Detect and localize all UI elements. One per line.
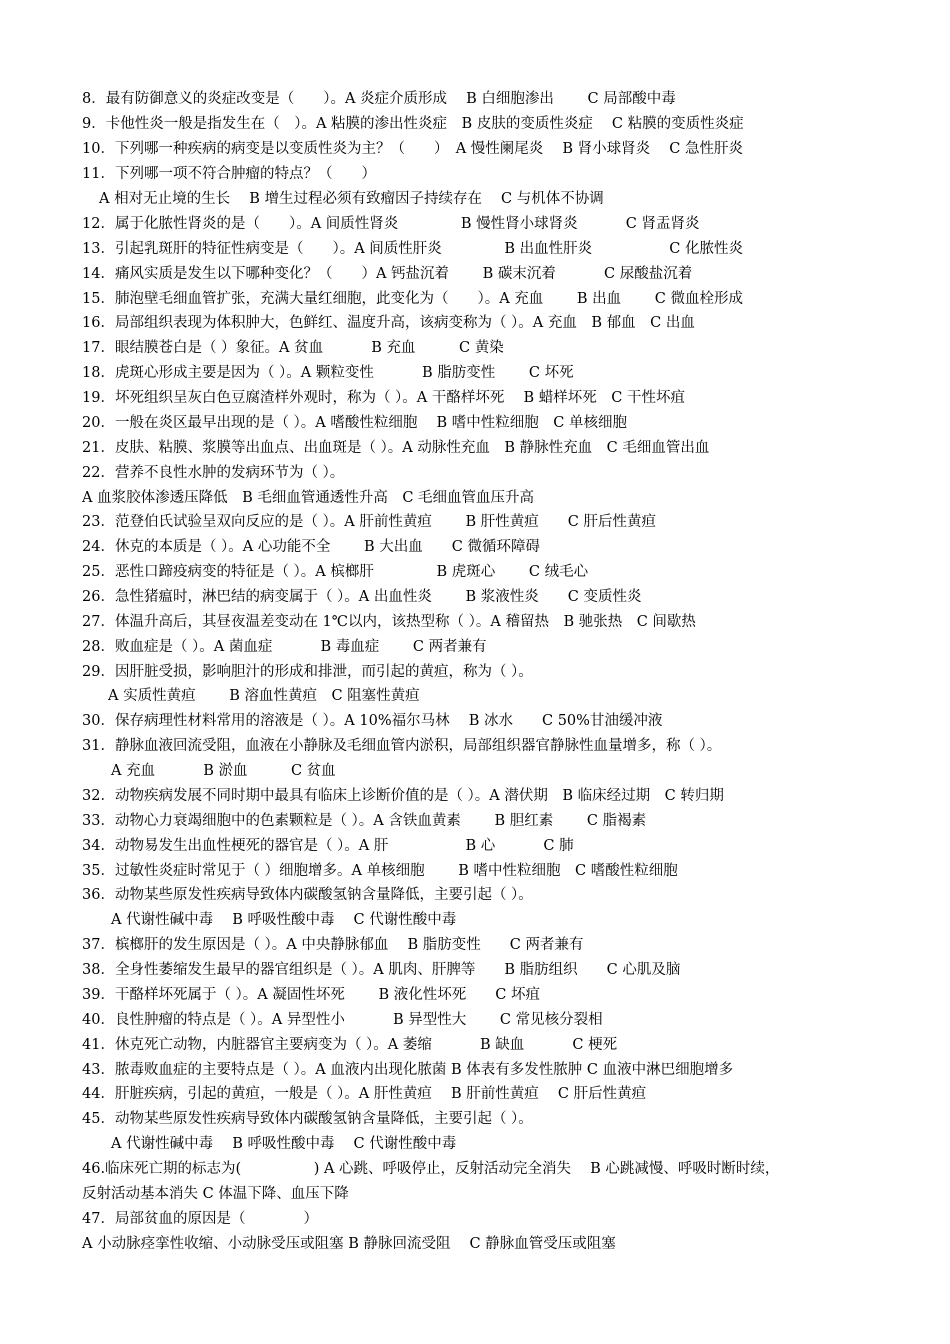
question-41: 41．休克死亡动物，内脏器官主要病变为（ ）。A 萎缩 B 缺血 C 梗死 xyxy=(82,1037,618,1053)
question-8: 8．最有防御意义的炎症改变是（ ）。A 炎症介质形成 B 白细胞渗出 C 局部酸中毒 xyxy=(82,91,676,107)
question-20: 20．一般在炎区最早出现的是（ ）。A 嗜酸性粒细胞 B 嗜中性粒细胞 C 单核细胞 xyxy=(82,415,627,431)
question-39: 39．干酪样坏死属于（ ）。A 凝固性坏死 B 液化性坏死 C 坏疽 xyxy=(82,987,540,1003)
question-32: 32．动物疾病发展不同时期中最具有临床上诊断价值的是（ ）。A 潜伏期 B 临床经过期 C 转归期 xyxy=(82,788,724,804)
question-28: 28．败血症是（ ）。A 菌血症 B 毒血症 C 两者兼有 xyxy=(82,639,487,655)
question-23: 23．范登伯氏试验呈双向反应的是（ ）。A 肝前性黄疸 B 肝性黄疸 C 肝后性黄疸 xyxy=(82,514,656,530)
question-34: 34．动物易发生出血性梗死的器官是（ ）。A 肝 B 心 C 肺 xyxy=(82,838,574,854)
question-10: 10．下列哪一种疾病的病变是以变质性炎为主？（ ） A 慢性阑尾炎 B 肾小球肾炎 C 急性肝炎 xyxy=(82,141,743,157)
question-19: 19．坏死组织呈灰白色豆腐渣样外观时，称为（ ）。A 干酪样坏死 B 蜡样坏死 C 干性坏疽 xyxy=(82,390,685,406)
question-11-options: A 相对无止境的生长 B 增生过程必须有致瘤因子持续存在 C 与机体不协调 xyxy=(99,191,604,207)
question-16: 16．局部组织表现为体积肿大，色鲜红、温度升高，该病变称为（ ）。A 充血 B 郁血 C 出血 xyxy=(82,315,695,331)
question-35: 35．过敏性炎症时常见于（ ）细胞增多。A 单核细胞 B 嗜中性粒细胞 C 嗜酸性粒细胞 xyxy=(82,863,678,879)
question-13: 13．引起乳斑肝的特征性病变是（ ）。A 间质性肝炎 B 出血性肝炎 C 化脓性炎 xyxy=(82,241,743,257)
question-24: 24．休克的本质是（ ）。A 心功能不全 B 大出血 C 微循环障碍 xyxy=(82,539,540,555)
question-21: 21．皮肤、粘膜、浆膜等出血点、出血斑是（ ）。A 动脉性充血 B 静脉性充血 C 毛细血管出血 xyxy=(82,440,710,456)
question-47: 47．局部贫血的原因是（ ） xyxy=(82,1211,318,1227)
question-30: 30．保存病理性材料常用的溶液是（ ）。A 10%福尔马林 B 冰水 C 50%甘油缓冲液 xyxy=(82,713,663,729)
question-9: 9．卡他性炎一般是指发生在（ ）。A 粘膜的渗出性炎症 B 皮肤的变质性炎症 C 粘膜的变质性炎症 xyxy=(82,116,744,132)
question-29-options: A 实质性黄疸 B 溶血性黄疸 C 阻塞性黄疸 xyxy=(108,688,420,704)
question-14: 14．痛风实质是发生以下哪种变化？（ ）A 钙盐沉着 B 碳末沉着 C 尿酸盐沉着 xyxy=(82,266,693,282)
question-11: 11．下列哪一项不符合肿瘤的特点？（ ） xyxy=(82,166,376,182)
question-47-options: A 小动脉痉挛性收缩、小动脉受压或阻塞 B 静脉回流受阻 C 静脉血管受压或阻塞 xyxy=(82,1236,616,1252)
question-22: 22．营养不良性水肿的发病环节为（ ）。 xyxy=(82,465,345,481)
question-43: 43．脓毒败血症的主要特点是（ ）。A 血液内出现化脓菌 B 体表有多发性脓肿 C 血液中淋巴细胞增多 xyxy=(82,1062,734,1078)
question-15: 15．肺泡壁毛细血管扩张，充满大量红细胞，此变化为（ ）。A 充血 B 出血 C 微血栓形成 xyxy=(82,291,743,307)
question-33: 33．动物心力衰竭细胞中的色素颗粒是（ ）。A 含铁血黄素 B 胆红素 C 脂褐素 xyxy=(82,813,647,829)
question-46: 46.临床死亡期的标志为( ) A 心跳、呼吸停止，反射活动完全消失 B 心跳减慢、呼吸时断时续， xyxy=(82,1161,780,1177)
question-26: 26．急性猪瘟时，淋巴结的病变属于（ ）。A 出血性炎 B 浆液性炎 C 变质性炎 xyxy=(82,589,642,605)
question-37: 37．槟榔肝的发生原因是（ ）。A 中央静脉郁血 B 脂肪变性 C 两者兼有 xyxy=(82,937,584,953)
question-46-continued: 反射活动基本消失 C 体温下降、血压下降 xyxy=(82,1186,349,1202)
question-45-options: A 代谢性碱中毒 B 呼吸性酸中毒 C 代谢性酸中毒 xyxy=(111,1136,457,1152)
question-31-options: A 充血 B 淤血 C 贫血 xyxy=(111,763,336,779)
question-44: 44．肝脏疾病，引起的黄疸，一般是（ ）。A 肝性黄疸 B 肝前性黄疸 C 肝后性黄疸 xyxy=(82,1086,647,1102)
question-27: 27．体温升高后，其昼夜温差变动在 1℃以内，该热型称（ ）。A 稽留热 B 驰张热 C 间歇热 xyxy=(82,614,696,630)
question-36: 36．动物某些原发性疾病导致体内碳酸氢钠含量降低，主要引起（ ）。 xyxy=(82,887,533,903)
question-12: 12．属于化脓性肾炎的是（ ）。A 间质性肾炎 B 慢性肾小球肾炎 C 肾盂肾炎 xyxy=(82,216,700,232)
question-17: 17．眼结膜苍白是（ ）象征。A 贫血 B 充血 C 黄染 xyxy=(82,340,504,356)
question-40: 40．良性肿瘤的特点是（ ）。A 异型性小 B 异型性大 C 常见核分裂相 xyxy=(82,1012,603,1028)
question-36-options: A 代谢性碱中毒 B 呼吸性酸中毒 C 代谢性酸中毒 xyxy=(111,912,457,928)
question-31: 31．静脉血液回流受阻，血液在小静脉及毛细血管内淤积，局部组织器官静脉性血量增多，称（ ）。 xyxy=(82,738,722,754)
question-25: 25．恶性口蹄疫病变的特征是（ ）。A 槟榔肝 B 虎斑心 C 绒毛心 xyxy=(82,564,589,580)
question-29: 29．因肝脏受损，影响胆汁的形成和排泄，而引起的黄疸，称为（ ）。 xyxy=(82,664,533,680)
question-22-options: A 血浆胶体渗透压降低 B 毛细血管通透性升高 C 毛细血管血压升高 xyxy=(82,490,535,506)
question-45: 45．动物某些原发性疾病导致体内碳酸氢钠含量降低，主要引起（ ）。 xyxy=(82,1111,533,1127)
question-38: 38．全身性萎缩发生最早的器官组织是（ ）。A 肌肉、肝脾等 B 脂肪组织 C 心肌及脑 xyxy=(82,962,681,978)
question-18: 18．虎斑心形成主要是因为（ ）。A 颗粒变性 B 脂肪变性 C 坏死 xyxy=(82,365,574,381)
